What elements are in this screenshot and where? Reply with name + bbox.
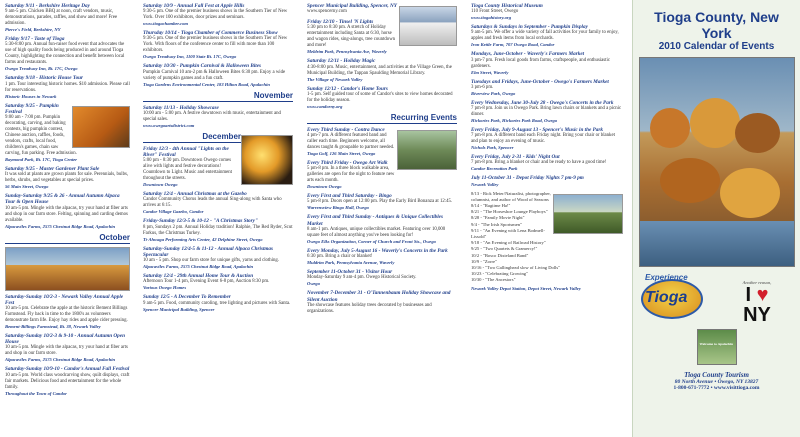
event-title: Saturday-Sunday 10/2-3 - Newark Valley Annual Apple Fest [5, 293, 124, 306]
event-location-link[interactable]: Downtown Owego [143, 182, 178, 188]
event-location-link[interactable]: Raymond Park, Rt. 17C, Tioga Center [5, 156, 78, 162]
event-item [307, 290, 457, 314]
event-title: Thursday 10/14 - Tioga Chamber of Commerce Business Show [143, 30, 278, 37]
cover-panel [632, 0, 800, 437]
logo-top-text: Experience [645, 273, 688, 282]
event-item [471, 79, 623, 96]
event-item [143, 246, 293, 269]
cover-title [638, 3, 795, 52]
event-location-link[interactable]: Elm Street, Waverly [471, 69, 509, 75]
event-location-link[interactable]: Candor Recreation Park [471, 166, 518, 172]
event-body: 8 am-1 pm. Antiques, unique collectibles market. Featuring over 10,000 square feet of almost anything you've been looking for! [307, 226, 446, 238]
event-location-link[interactable]: www.owegoartsdistrict.com [143, 122, 195, 128]
depot-schedule-item: 10/30 - "The Ancestors" [471, 277, 516, 283]
cover-title-line2: 2010 Calendar of Events [658, 41, 775, 52]
event-body: 10:00 am - 5:00 pm. A festive downtown with music, entertainment and special sales. [143, 110, 281, 122]
event-title: Saturdays & Sundays in September - Pumpkin Display [471, 24, 588, 31]
fall-festival-photo [5, 247, 130, 291]
cover-footer [638, 371, 795, 391]
event-location-link[interactable]: Owego Elks Organization, Corner of Church and Front Sts., Owego [307, 238, 436, 244]
event-location-link[interactable]: Owego Treadway Inn, Rt. 17C, Owego [5, 66, 78, 72]
event-location-link[interactable]: Downtown Owego [307, 184, 342, 190]
event-location-link[interactable]: Iron Kettle Farm, 707 Owego Road, Candor [471, 42, 555, 48]
i-love-ny-logo [722, 280, 792, 325]
depot-schedule-item: 9/18 - "An Evening of Railroad History" [471, 240, 546, 246]
event-location-link[interactable]: Nichols Park, Spencer [471, 145, 514, 151]
event-body: 1-5 pm. Self guided tour of some of Candor's sites to view homes decorated for the holiday season. [307, 91, 453, 103]
event-body: 10 am - 5 pm. Shop our farm store for unique gifts, yarns and clothing. [143, 258, 280, 264]
month-heading-october: October [5, 233, 130, 244]
event-item [471, 51, 623, 74]
event-location-link[interactable]: Alpacaviles Farms, 2575 Chestnut Ridge Road, Apalachin [5, 357, 116, 363]
event-item [5, 366, 130, 395]
event-body: 10 am-5 pm. World class woodcarving show, quilt displays, craft fair markets. Delicious food and entertainment for the whole family. [5, 372, 130, 390]
event-item [5, 36, 130, 71]
event-title: Saturday 12/4 - 29th Annual Home Tour & Auction [143, 273, 254, 280]
event-title: Tioga County Historical Museum [471, 3, 543, 9]
event-item [471, 154, 623, 171]
event-body: 7 pm-8 pm. Bring a blanket or chair and be ready to have a good time! [471, 160, 607, 166]
event-item [5, 193, 130, 228]
event-location-link[interactable]: Newark Valley [471, 181, 499, 187]
cover-photo [639, 57, 795, 267]
event-title: Every Third Sunday - Contra Dance [307, 126, 385, 133]
event-title: Every Friday, July 9-August 13 - Spencer's Music in the Park [471, 127, 603, 134]
event-item [5, 75, 130, 98]
event-body: Candor Community Chorus leads the annual Sing-along with Santa who arrives at 6:15. [143, 197, 282, 209]
event-location-link[interactable]: Meldrim Park, Pennsylvania Ave, Waverly [307, 49, 387, 55]
event-item [143, 294, 293, 311]
event-body: Pumpkin Carnival 10 am-2 pm & Halloween Bites 6:30 pm. Enjoy a wide variety of pumpkin games and a fun craft. [143, 69, 286, 81]
event-item [143, 3, 293, 26]
event-body: The showcase features holiday trees decorated by businesses and organizations. [307, 302, 432, 314]
logo-main-text: Tioga [645, 289, 688, 306]
tourism-address: 80 North Avenue • Owego, NY 13827 [674, 379, 759, 385]
event-item [143, 105, 293, 128]
event-location-link[interactable]: Throughout the Town of Candor [5, 390, 67, 396]
event-item [143, 273, 293, 290]
event-title: Saturday 12/11 - Holiday Magic [307, 58, 376, 65]
event-location-link[interactable]: www.tiogachamber.com [143, 21, 189, 27]
event-title: Friday-Sunday 12/3-5 & 10-12 - "A Christmas Story" [143, 218, 258, 225]
event-title: Every Friday, July 2-31 - Kids' Night Out [471, 154, 560, 161]
event-location-link[interactable]: The Village of Newark Valley [307, 76, 363, 82]
event-title: July 11-October 31 - Depot Friday Nights 7 pm-9 pm [471, 175, 584, 182]
tourism-phone: 1-800-671-7772 • www.visittioga.com [673, 385, 760, 391]
event-body: 10 am-5 pm. Mingle with the alpacas, try your hand at fiber arts and shop in our farm store. [5, 345, 128, 357]
tourism-org: Tioga County Tourism [684, 371, 749, 379]
event-title: Saturday 10/30 - Pumpkin Carnival & Halloween Bites [143, 63, 262, 70]
event-item [5, 3, 130, 32]
village-photo [399, 6, 457, 46]
event-location-link[interactable]: Historic Houses in Newark [5, 93, 57, 99]
event-title: Every First and Third Saturday - Bingo [307, 193, 392, 200]
ny-text: NY [743, 304, 771, 326]
welcome-sign-text: Welcome to Apalachin [699, 342, 733, 346]
event-title: Saturday 9/25 - Pumpkin Festival [5, 102, 59, 115]
depot-schedule-item: 10/23 - "Celebrating Growing" [471, 271, 528, 277]
event-body: 5:00 pm - 8:30 pm. Downtown Owego comes alive with lights and festive decorations! Countdown to Light. Music and entertainment throughout the streets. [143, 158, 232, 182]
depot-schedule-item: 9/25 - "Two Quartets & Gramercy!" [471, 246, 538, 252]
event-title: Tuesdays and Fridays, June-October - Owego's Farmers Market [471, 78, 609, 85]
event-location-link[interactable]: www.candorny.org [307, 103, 343, 109]
event-body: 8 pm, Sundays 2 pm. Annual Holiday tradition! Ralphie, The Red Ryder, Scut Farkus, the Christmas Turkey. [143, 224, 293, 236]
event-title: Saturday-Sunday 12/4-5 & 11-12 - Annual Alpaca Christmas Spectacular [143, 245, 274, 258]
event-body: 6:30 pm. Bring a chair or blanket! [307, 254, 373, 260]
depot-schedule-item: 8/14 - "Ragtime Ha!" [471, 203, 511, 209]
event-title: Friday 12/10 - Tinsel 'N Lights [307, 19, 374, 26]
market-photo [397, 130, 457, 170]
event-body: It was sold at plants are grown plants for sale. Perennials, bulbs, herbs, shrubs, and vegetables at special prices. [5, 172, 129, 184]
welcome-sign-photo [697, 329, 737, 365]
event-body: 3 pm-6 pm. [471, 84, 494, 90]
event-location-link[interactable]: Owego [307, 281, 321, 287]
event-body: Afternoon Tour 1-4 pm, Evening Event 6-8 pm, Auction 8:30 pm. [143, 279, 270, 285]
event-title: Every First and Third Sunday - Antiques & Unique Collectibles Market [307, 214, 443, 227]
event-item [471, 175, 623, 186]
depot-schedule-item: 8/13 - Rick Meter/Naturalist, photographer, columnist, and author of Wood of Seasons [471, 190, 551, 202]
event-title: November 7-December 31 - O'Tannenbaum Holiday Showcase and Silent Auction [307, 290, 451, 303]
event-body: 1 pm. Tour interesting historic homes. $10 admission. Please call for reservations. [5, 81, 130, 93]
event-item [471, 100, 623, 123]
event-body: 9:30-5 pm. One of the premier business shows in the Southern Tier of New York. With floors of the conference center to fill with more than 100 exhibitors. [143, 36, 288, 54]
event-location-link[interactable]: Warrensview Bingo Hall, Owego [307, 205, 369, 211]
event-body: www.spencerny.com [307, 9, 347, 15]
event-item [143, 30, 293, 59]
event-body: 10 am-5 pm. Celebrate the apple at the historic Bement Billings Farmstead. Fly back in time to the 1800's as volunteers demonstrate farm life. Enjoy hay rides and apple cider pressing. [5, 306, 128, 323]
event-title: Saturday 9/11 - Berkshire Heritage Day [5, 3, 90, 9]
event-location-link[interactable]: Riverview Park, Owego [471, 90, 516, 96]
event-body: 5:30 pm to 8:30 pm. A stretch of Holiday entertainment including Santa at 6:30, horse and wagon rides, sing-alongs, tree countdown and more! [307, 25, 396, 49]
event-body: 7 pm-8 pm. Join us in Owego Park. Bring lawn chairs or blankets and a picnic dinner. [471, 106, 622, 118]
lights-photo [241, 135, 293, 185]
event-body: 10 am-5 pm. Mingle with the alpacas, try your hand at fiber arts and shop in our farm store. Felting, spinning and carding demos available. [5, 205, 128, 223]
event-item [307, 193, 457, 210]
depot-schedule-item: 10/2 - "Bosco Dixieland Band" [471, 252, 529, 258]
event-location-link[interactable]: Tioga Gardens Environmental Center, 183 Hilton Road, Apalachin [143, 81, 270, 87]
event-location-link[interactable]: Muldrim Park, Pennsylvania Avenue, Waverly [307, 260, 395, 266]
depot-schedule-item: 10/9 - "Zorre" [471, 258, 497, 264]
event-item [307, 248, 457, 265]
heading-recurring-events: Recurring Events [307, 113, 457, 124]
event-item [307, 58, 457, 81]
event-body: 3 pm-7 pm. Fresh local goods from farms, craftspeople, and enthusiastic gardeners. [471, 57, 610, 69]
month-heading-november: November [143, 91, 293, 102]
event-item [5, 294, 130, 329]
event-item [471, 24, 623, 47]
event-title: Saturday 9/25 - Master Gardener Plant Sale [5, 165, 100, 172]
column-1 [0, 0, 135, 437]
event-item [471, 3, 623, 20]
depot-footer: Newark Valley Depot Station, Depot Street, Newark Valley [471, 285, 581, 291]
column-2 [138, 0, 298, 437]
depot-schedule-item: 8/21 - "The Horseshoe Lounge Playboys" [471, 209, 548, 215]
event-title: Spencer Municipal Building, Spencer, NY [307, 3, 397, 9]
event-body: 5 pm-8 pm. Doors open at 12:00 pm. Play the Early Bird Bonanza at 12:45. [307, 199, 453, 205]
event-item [143, 63, 293, 86]
event-location-link[interactable]: Spencer Municipal Building, Spencer [143, 306, 215, 312]
event-location-link[interactable]: 56 Main Street, Owego [5, 184, 49, 190]
event-title: Saturday-Sunday 10/2-3 & 9-10 - Annual Autumn Open House [5, 332, 125, 346]
event-title: Sunday-Saturday 9/25 & 26 - Annual Autumn Alpaca Tour & Open House [5, 193, 120, 206]
event-body: 5:30-8:00 pm. Annual fun-raiser food event that advocates the use of high quality foods being produced in and around Tioga County, highlighting the connection and benefit between local farms and restaurants. [5, 42, 125, 66]
event-item [143, 218, 293, 241]
column-3 [302, 0, 462, 437]
event-title: Every Monday, July 5-August 16 - Waverly's Concerts in the Park [307, 247, 448, 254]
event-body: 9:30-5 pm. One of the premier business shows in the Southern Tier of New York. Over 100 exhibitors, door prizes and seminars. [143, 9, 288, 21]
event-body: 4 pm-7 pm. A different featured band and caller each time. Beginners welcome, all dances taught & groupable to partner needed. [307, 133, 395, 150]
event-location-link[interactable]: Owego Treadway Inn, 1100 State Rt. 17C, Owego [143, 54, 237, 60]
event-item [307, 269, 457, 286]
event-location-link[interactable]: Alpacaviles Farms, 2575 Chestnut Ridge Road, Apalachin [5, 223, 116, 229]
event-title: Sunday 12/5 - A December To Remember [143, 294, 231, 301]
event-title: Every Third Friday - Owego Art Walk [307, 159, 388, 166]
depot-schedule-item: 10/16 - "Two Gallinghead slow of Living Dolls" [471, 264, 561, 270]
event-title: Sunday 12/12 - Candor's Home Tours [307, 85, 388, 92]
column-4 [466, 0, 628, 437]
event-body: Monday-Saturday 9 am-4 pm. Owego Historical Society. [307, 275, 417, 281]
cover-title-line1: Tioga County, New York [654, 9, 779, 41]
another-reason-text: Another reason, [742, 280, 772, 285]
experience-tioga-logo [641, 273, 703, 325]
event-title: Saturday 9/18 - Historic House Tour [5, 75, 84, 82]
i-love-ny-mark: I ♥ [745, 284, 769, 306]
event-body: 9 am-5 pm. Chicken BBQ at noon, craft vendors, music, demonstrations, parades, raffles, and show and more! Free admission. [5, 9, 118, 27]
event-item [307, 86, 457, 109]
event-item [143, 191, 293, 214]
depot-schedule-item: 8/28 - "Family Movie Night" [471, 215, 525, 221]
event-body: 110 Front Street, Owego [471, 9, 519, 15]
logo-area [638, 273, 795, 325]
event-body: 4:30-8:00 pm. Music, entertainment, and activities at the Village Green, the Municipal Building, the Tappan Spaulding Memorial Library. [307, 64, 452, 76]
event-body: 7 pm-8 pm. A different band each Friday night. Bring your chair or blanket and plan to enjoy an evening of music. [471, 133, 615, 145]
event-item [5, 333, 130, 362]
event-location-link[interactable]: Bement-Billings Farmstead, Rt. 38, Newark Valley [5, 323, 101, 329]
event-location-link[interactable]: Ti-Ahwaga Performing Arts Center, 42 Delphine Street, Owego [143, 236, 263, 242]
event-body: 5 pm-8 pm. In a three block walkable area, galleries are open for the night to feature new arts each month. [307, 166, 395, 184]
event-body: 9:00 am - 7:00 pm. Pumpkin decorating, carving, and baking contests, big pumpkin contest, Chinese auction, raffles, foods, vendors, crafts, local food, children's games, chain saw carving, fun parking. Free admission. [5, 115, 77, 156]
event-location-link[interactable]: Various Owego Homes [143, 285, 187, 291]
event-title: Friday 12/3 - 4th Annual "Lights on the River" Festival [143, 145, 229, 159]
horses-photo [553, 194, 623, 234]
event-title: September 11-October 31 - Visitor Hour [307, 269, 393, 276]
event-title: Saturday 11/13 - Holiday Showcase [143, 104, 219, 111]
event-title: Saturday-Sunday 10/9-10 - Candor's Annual Fall Festival [5, 366, 130, 373]
event-location-link[interactable]: Hickories Park, Hickories Park Road, Owego [471, 118, 558, 124]
event-title: Mondays, June-October - Waverly's Farmers Market [471, 51, 585, 58]
event-location-link[interactable]: www.tiogahistory.org [471, 15, 511, 21]
event-body: 9 am-5 pm. We offer a wide variety of fall activities for your family to enjoy, apples and fresh items from local orchards. [471, 30, 619, 42]
pumpkin-photo [72, 106, 130, 148]
event-title: Saturday 10/9 - Annual Fall Fest at Apple Hills [143, 3, 245, 9]
event-location-link[interactable]: Candor Village Gazebo, Candor [143, 209, 204, 215]
event-title: Every Wednesday, June 30-July 28 - Owego's Concerts in the Park [471, 99, 614, 106]
event-item [471, 127, 623, 150]
event-location-link[interactable]: Alpacaviles Farms, 2575 Chestnut Ridge Road, Apalachin [143, 264, 254, 270]
event-item [5, 166, 130, 189]
month-heading-december: December [143, 132, 293, 143]
event-item [307, 214, 457, 243]
event-location-link[interactable]: Pierce's Field, Berkshire, NY [5, 27, 61, 33]
depot-schedule-item: 9/4 - "The Irish Sportsmen" [471, 221, 522, 227]
event-body: 9 am-5 pm. Food, community caroling, tree lighting and pictures with Santa. [143, 300, 291, 306]
event-title: Saturday 12/4 - Annual Christmas at the Gazebo [143, 191, 247, 198]
event-location-link[interactable]: Tioga Golf, 126 Main Street, Owego [307, 150, 376, 156]
heart-icon: ♥ [756, 284, 769, 306]
event-title: Friday 9/17 - Taste of Tioga [5, 36, 65, 43]
depot-schedule-item: 9/11 - "An Evening with Lena Bodmell-Lissold" [471, 227, 545, 240]
